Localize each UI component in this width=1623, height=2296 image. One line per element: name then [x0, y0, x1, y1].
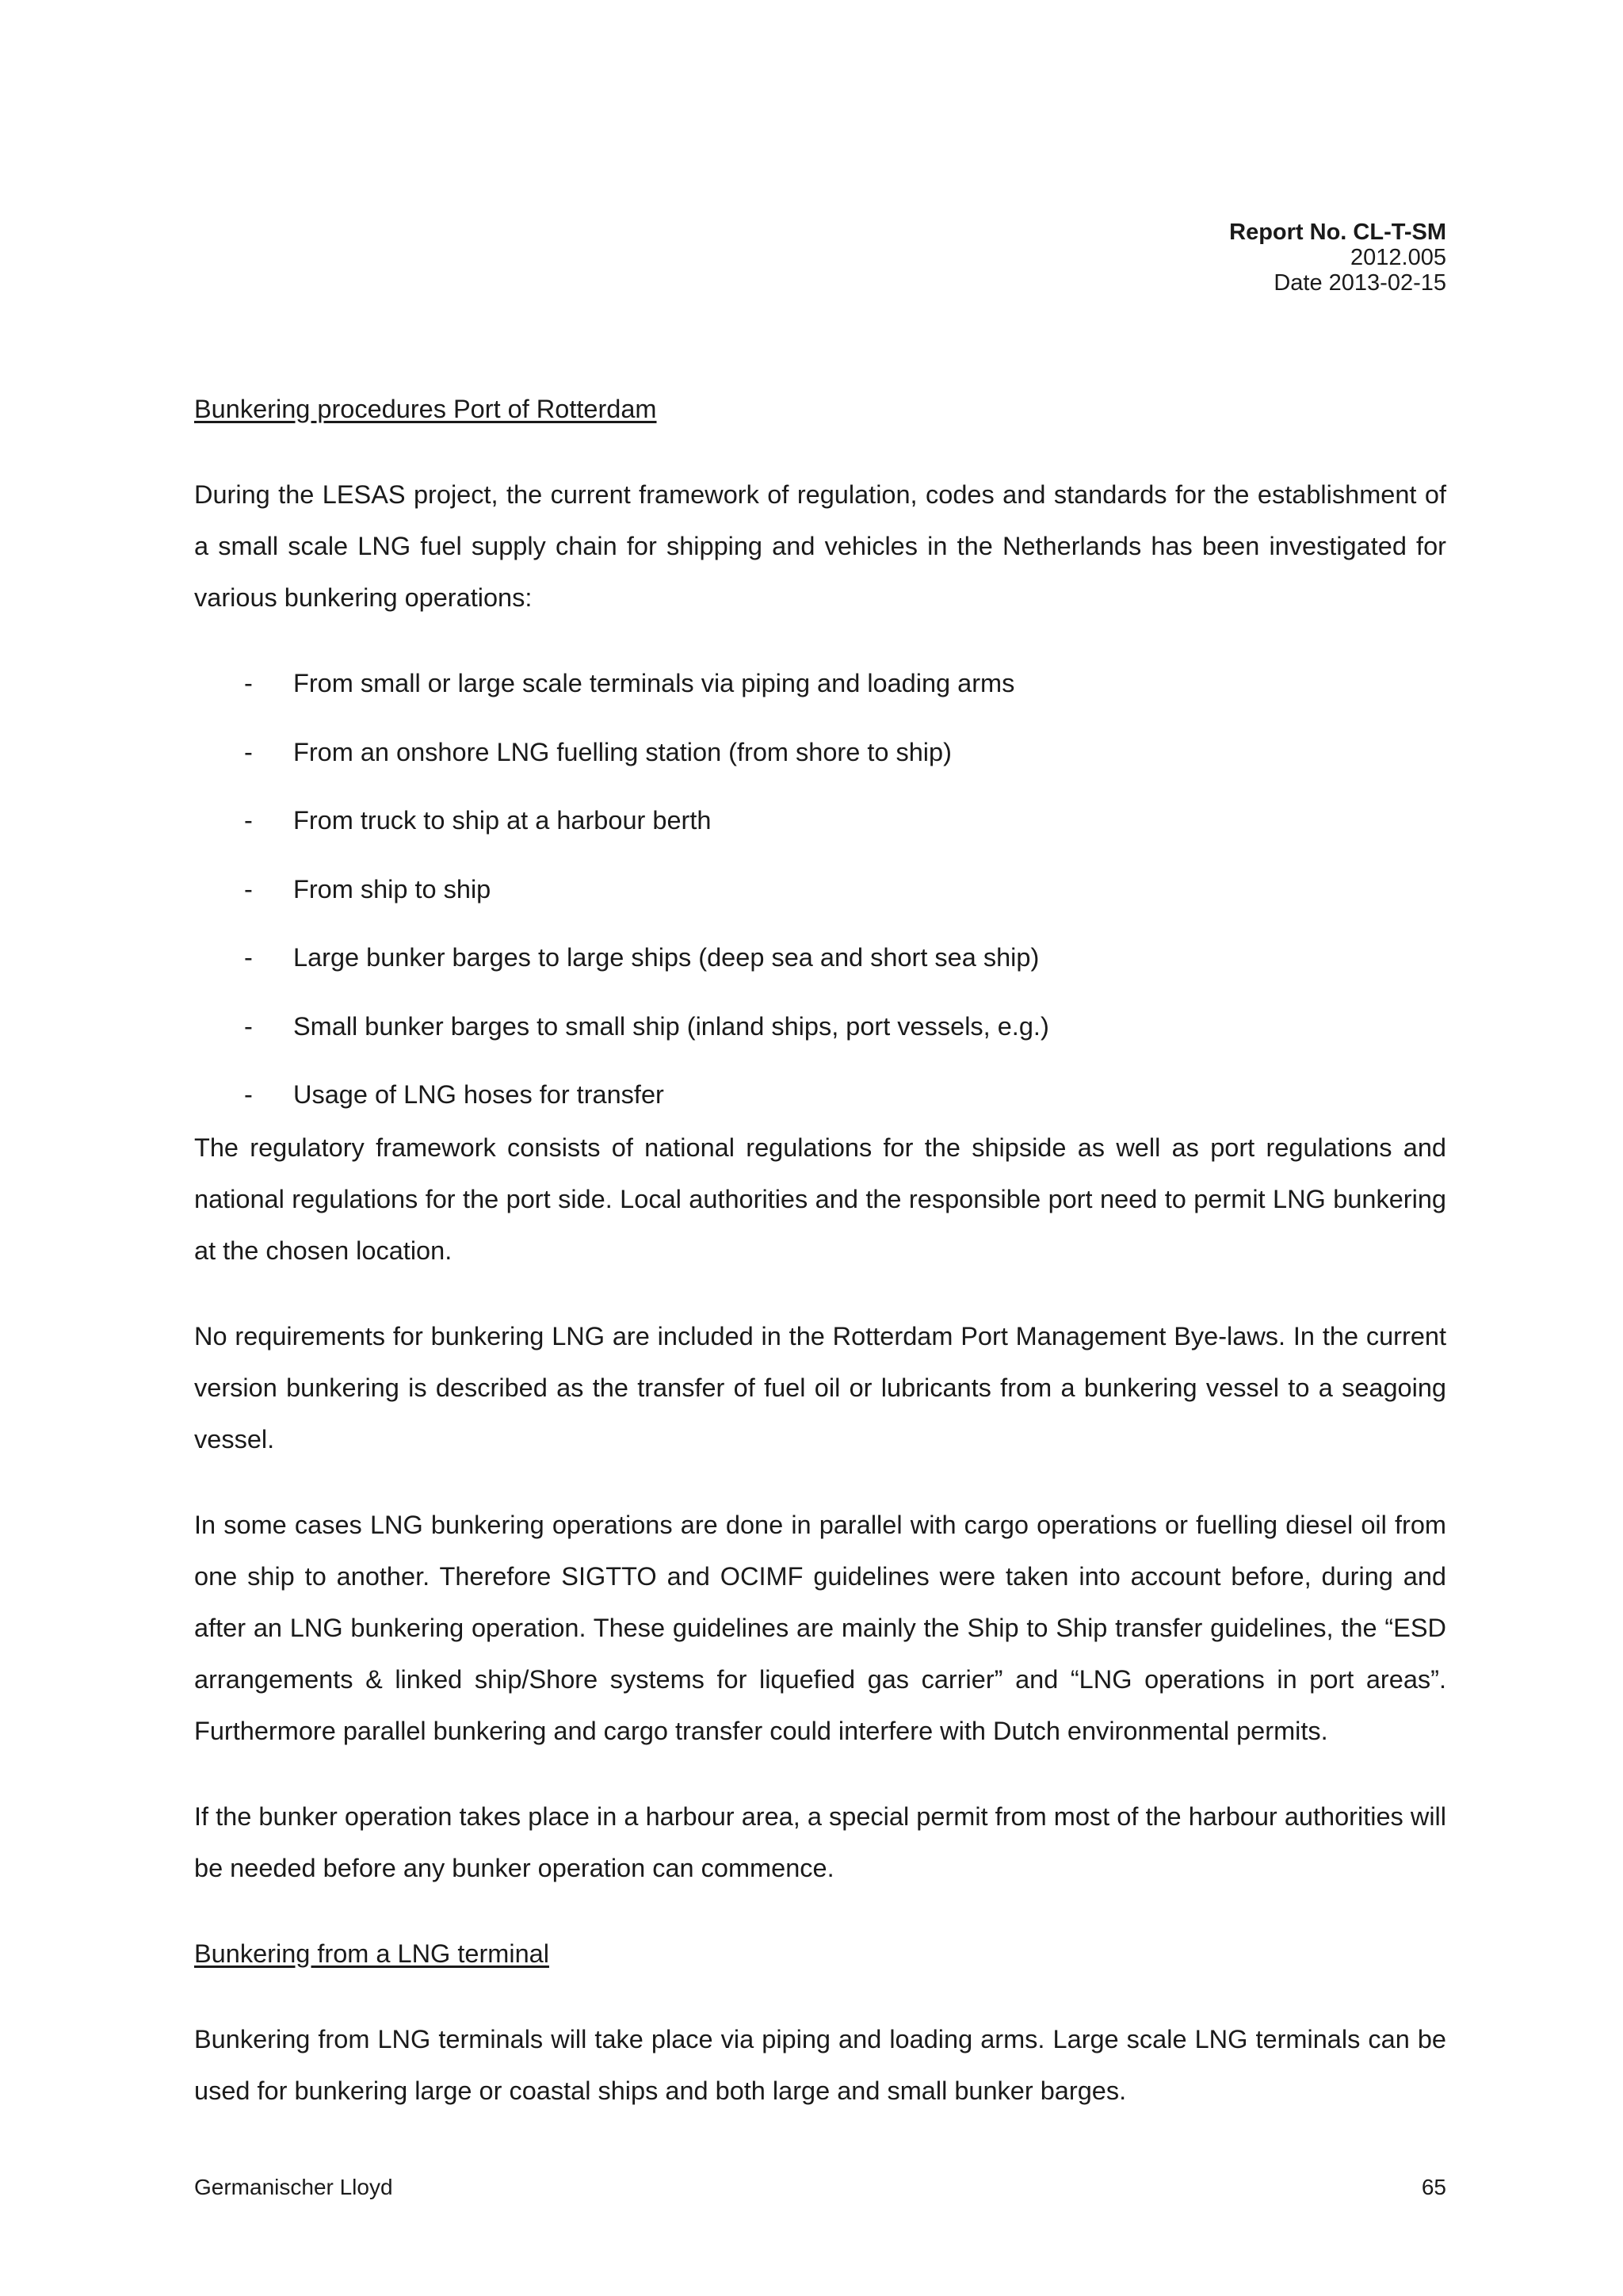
list-item-text: Small bunker barges to small ship (inland ships, port vessels, e.g.): [293, 1011, 1049, 1041]
bullet-dash: -: [244, 874, 253, 904]
list-item-text: From small or large scale terminals via piping and loading arms: [293, 669, 1015, 697]
report-number-value: 2012.005: [1350, 245, 1446, 270]
list-item-text: From truck to ship at a harbour berth: [293, 806, 712, 835]
regulatory-framework-paragraph: The regulatory framework consists of national regulations for the shipside as well as port regulations and national regulations for the port side. Local authorities and the responsible port need to permit LNG bunkering at the chosen location.: [194, 1133, 1446, 1265]
lng-terminal-paragraph: Bunkering from LNG terminals will take place via piping and loading arms. Large scale LNG terminals can be used for bunkering large or coastal ships and both large and small bunker barges.: [194, 2025, 1446, 2105]
list-item: [194, 727, 1446, 778]
list-item-text: Large bunker barges to large ships (deep sea and short sea ship): [293, 943, 1040, 972]
bullet-dash: -: [244, 1011, 253, 1041]
section-heading-bunkering-procedures: Bunkering procedures Port of Rotterdam: [194, 395, 657, 423]
report-number-label: Report No. CL-T-SM: [1229, 220, 1446, 245]
parallel-operations-paragraph: In some cases LNG bunkering operations are done in parallel with cargo operations or fuelling diesel oil from one ship to another. Therefore SIGTTO and OCIMF guidelines were taken into account before, during and after an LNG bunkering operation. These guidelines are mainly the Ship to Ship transfer guidelines, the “ESD arrangements & linked ship/Shore systems for liquefied gas carrier” and “LNG operations in port areas”. Furthermore parallel bunkering and cargo transfer could interfere with Dutch environmental permits.: [194, 1511, 1446, 1745]
bullet-dash: -: [244, 943, 253, 972]
page-number: 65: [1421, 2175, 1446, 2199]
section-heading-lng-terminal: Bunkering from a LNG terminal: [194, 1939, 549, 1968]
intro-paragraph: During the LESAS project, the current framework of regulation, codes and standards for the establishment of a small scale LNG fuel supply chain for shipping and vehicles in the Netherlands has been investigated for various bunkering operations:: [194, 480, 1446, 612]
bunkering-operations-list: [194, 658, 1446, 1121]
list-item: [194, 795, 1446, 846]
port-bye-laws-paragraph: No requirements for bunkering LNG are included in the Rotterdam Port Management Bye-laws. In the current version bunkering is described as the transfer of fuel oil or lubricants from a bunkering vessel to a seagoing vessel.: [194, 1322, 1446, 1454]
list-item: [194, 1069, 1446, 1121]
list-item: [194, 1001, 1446, 1052]
footer-organization: Germanischer Lloyd: [194, 2175, 393, 2199]
report-header: [1229, 220, 1446, 296]
list-item: [194, 864, 1446, 915]
list-item: [194, 658, 1446, 709]
list-item-text: Usage of LNG hoses for transfer: [293, 1080, 664, 1109]
bullet-dash: -: [244, 806, 253, 835]
bullet-dash: -: [244, 737, 253, 766]
list-item: [194, 932, 1446, 984]
document-body: [194, 384, 1446, 2117]
bullet-dash: -: [244, 1080, 253, 1109]
bullet-dash: -: [244, 669, 253, 697]
report-date: Date 2013-02-15: [1274, 270, 1446, 296]
harbour-permit-paragraph: If the bunker operation takes place in a harbour area, a special permit from most of the harbour authorities will be needed before any bunker operation can commence.: [194, 1802, 1446, 1882]
list-item-text: From ship to ship: [293, 874, 491, 904]
list-item-text: From an onshore LNG fuelling station (from shore to ship): [293, 737, 952, 766]
